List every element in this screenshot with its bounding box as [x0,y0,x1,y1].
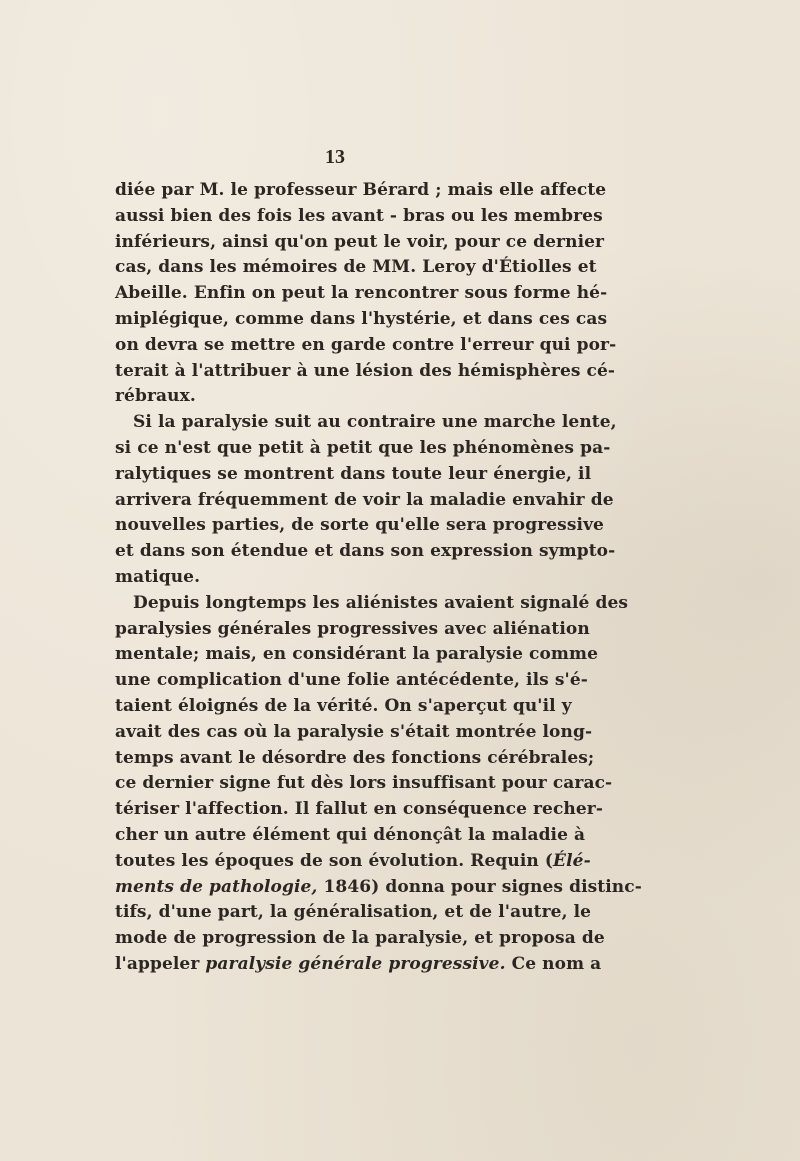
text-run: matique. [115,566,201,587]
text-line [115,539,616,565]
text-run: Élé- [553,850,591,871]
text-line [115,823,586,849]
text-line [115,926,605,952]
text-run: ralytiques se montrent dans toute leur énergie, il [115,463,592,484]
text-run: toutes les époques de son évolution. Requin ( [115,850,554,871]
text-line [115,410,617,436]
text-run: Ce nom a [505,953,602,974]
text-line [115,333,617,359]
text-line [115,462,592,488]
text-run: une complication d'une folie antécédente, ils s'é- [115,670,588,691]
text-line [115,875,642,901]
text-line [115,617,590,643]
text-run: tifs, d'une part, la généralisation, et de l'autre, le [115,902,592,923]
text-run: Abeille. Enfin on peut la rencontrer sous forme hé- [115,283,608,304]
text-run: diée par M. le professeur Bérard ; mais elle affecte [115,180,607,200]
text-line [115,436,611,462]
text-run: arrivera fréquemment de voir la maladie envahir de [115,489,614,510]
text-run: cas, dans les mémoires de MM. Leroy d'Étiolles et [115,257,597,278]
text-line [115,771,613,797]
text-line [115,900,592,926]
text-run: taient éloignés de la vérité. On s'aperçut qu'il y [115,695,572,716]
text-run: ce dernier signe fut dès lors insuffisant pour carac- [115,773,613,794]
text-run: si ce n'est que petit à petit que les phénomènes pa- [115,437,611,458]
text-run: on devra se mettre en garde contre l'erreur qui por- [115,334,617,355]
text-line [115,230,605,256]
text-line [115,797,604,823]
text-line [115,694,572,720]
text-line [115,513,604,539]
text-line [115,565,561,591]
text-line [115,307,608,333]
text-run: inférieurs, ainsi qu'on peut le voir, pour ce dernier [115,231,605,252]
text-line [115,668,588,694]
text-run: Si la paralysie suit au contraire une marche lente, [133,412,617,433]
body-text [115,178,642,978]
text-line [115,255,597,281]
text-run: Depuis longtemps les aliénistes avaient signalé des [133,592,629,613]
text-line [115,720,593,746]
text-line [115,591,629,617]
text-run: paralysies générales progressives avec aliénation [115,618,590,639]
page-number: 13 [325,146,345,168]
text-line [115,359,616,385]
text-run: miplégique, comme dans l'hystérie, et dans ces cas [115,308,608,329]
text-line [115,204,603,230]
text-run: ments de pathologie, [115,876,318,897]
text-line [115,642,598,668]
text-line [115,384,561,410]
text-run: temps avant le désordre des fonctions cérébrales; [115,747,595,768]
text-run: nouvelles parties, de sorte qu'elle sera progressive [115,515,604,536]
text-line [115,746,595,772]
text-run: terait à l'attribuer à une lésion des hémisphères cé- [115,360,616,381]
text-line [115,488,614,514]
text-run: rébraux. [115,386,196,407]
text-run: l'appeler [115,953,206,974]
text-run: avait des cas où la paralysie s'était montrée long- [115,721,593,742]
text-run: aussi bien des fois les avant - bras ou les membres [115,205,603,226]
text-run: paralysie générale progressive. [205,953,506,974]
text-run: cher un autre élément qui dénonçât la maladie à [115,824,586,845]
text-run: tériser l'affection. Il fallut en conséquence recher- [115,799,604,820]
text-run: et dans son étendue et dans son expression sympto- [115,541,616,562]
text-line [115,178,607,204]
text-run: mentale; mais, en considérant la paralysie comme [115,644,598,665]
text-line [115,281,608,307]
text-run: mode de progression de la paralysie, et proposa de [115,928,605,949]
text-run: 1846) donna pour signes distinc- [317,876,642,897]
text-line [115,849,591,875]
text-line [115,952,602,978]
